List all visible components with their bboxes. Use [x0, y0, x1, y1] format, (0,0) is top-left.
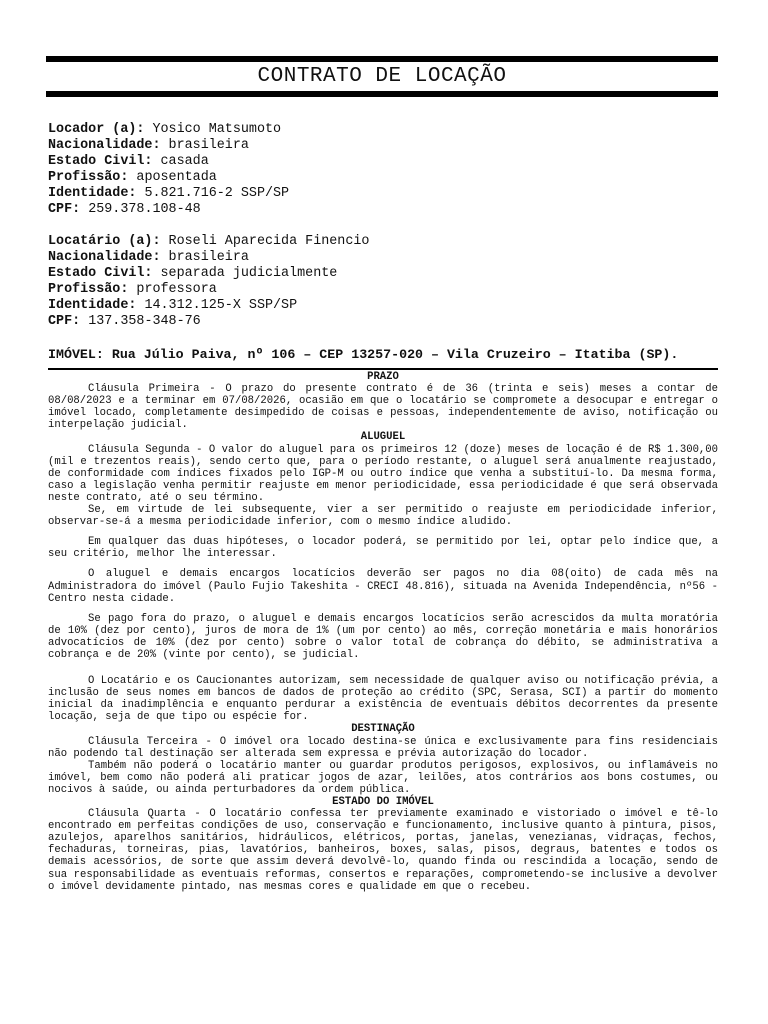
locador-row [48, 170, 708, 186]
field-label: Profissão: [48, 282, 129, 297]
locador-row [48, 202, 708, 218]
field-value: casada [160, 154, 209, 169]
locatario-row [48, 282, 708, 298]
field-value: professora [136, 282, 217, 297]
section-heading-destinacao: DESTINAÇÃO [351, 723, 415, 736]
document-title: CONTRATO DE LOCAÇÃO [257, 65, 507, 88]
section-heading-aluguel: ALUGUEL [360, 431, 406, 444]
locador-row [48, 138, 708, 154]
field-label: CPF: [48, 202, 81, 217]
locatario-row [48, 266, 708, 282]
field-value: 259.378.108-48 [88, 202, 201, 217]
section-heading-prazo: PRAZO [367, 371, 399, 383]
field-value: aposentada [136, 170, 217, 185]
clause-paragraph: Se pago fora do prazo, o aluguel e demais encargos locatícios serão acrescidos da multa moratória de 10% (dez por cento), juros de mora de 1% (um por cento) ao mês, correção monetária e mais honorários advocatícios de 10% (dez por cento) sobre o valor total de cobrança do débito, se administrativa a cobrança e de 20% (vinte por cento), se judicial. [48, 612, 718, 661]
field-label: Estado Civil: [48, 154, 153, 169]
clause-paragraph: O Locatário e os Caucionantes autorizam, sem necessidade de qualquer aviso ou notificação prévia, a inclusão de seus nomes em bancos de dados de proteção ao crédito (SPC, Serasa, SCI) a partir do momento inicial da inadimplência e enquanto perdurar a existência de eventuais débitos decorrentes da presente locação, seja de que tipo ou espécie for. [48, 675, 718, 724]
section-heading-estado: ESTADO DO IMÓVEL [332, 796, 434, 808]
field-value: Yosico Matsumoto [152, 122, 282, 137]
locador-row [48, 154, 708, 170]
clause-paragraph: Cláusula Quarta - O locatário confessa ter previamente examinado e vistoriado o imóvel e tê-lo encontrado em perfeitas condições de uso, conservação e funcionamento, inclusive quanto à pintura, pisos, azulejos, aparelhos sanitários, hidráulicos, elétricos, portas, janelas, venezianas, vidraças, fechos, fechaduras, torneiras, pias, lavatórios, banheiros, boxes, salas, pisos, degraus, batentes e todos os demais acessórios, de sorte que assim deverá devolvê-lo, quando finda ou rescindida a locação, sendo de sua responsabilidade as eventuais reformas, consertos e reparações, comprometendo-se inclusive a devolver o imóvel devidamente pintado, nas mesmas cores e qualidade em que o recebeu. [48, 808, 718, 893]
field-value: 5.821.716-2 SSP/SP [144, 186, 290, 201]
contract-body [48, 371, 718, 893]
field-value: brasileira [168, 250, 249, 265]
field-label: Identidade: [48, 298, 137, 313]
field-label: Nacionalidade: [48, 138, 161, 153]
locatario-row [48, 234, 708, 250]
field-label: CPF: [48, 314, 81, 329]
clause-paragraph: Cláusula Segunda - O valor do aluguel para os primeiros 12 (doze) meses de locação é de R$ 1.300,00 (mil e trezentos reais), sendo certo que, para o período restante, o aluguel será anualmente reajustado, de conformidade com índices fixados pelo IGP-M ou outro índice que venha a substituí-lo. Da mesma forma, caso a legislação venha permitir reajuste em menor periodicidade, essa periodicidade é que será observada neste contrato, até o seu término. [48, 443, 718, 504]
field-label: Locador (a): [48, 122, 145, 137]
clause-paragraph: Em qualquer das duas hipóteses, o locador poderá, se permitido por lei, optar pelo índice que, a seu critério, melhor lhe interessar. [48, 536, 718, 561]
field-label: Locatário (a): [48, 234, 161, 249]
locador-block [48, 122, 708, 218]
field-value: separada judicialmente [160, 266, 338, 281]
locatario-row [48, 250, 708, 266]
property-address: IMÓVEL: Rua Júlio Paiva, nº 106 – CEP 13257-020 – Vila Cruzeiro – Itatiba (SP). [48, 347, 679, 362]
field-label: Nacionalidade: [48, 250, 161, 265]
locatario-row [48, 298, 708, 314]
locatario-block [48, 234, 708, 330]
field-value: 137.358-348-76 [88, 314, 201, 329]
locador-row [48, 122, 708, 138]
clause-paragraph: Cláusula Terceira - O imóvel ora locado destina-se única e exclusivamente para fins residenciais não podendo tal destinação ser alterada sem expressa e prévia autorização do locador. [48, 735, 718, 760]
field-value: 14.312.125-X SSP/SP [144, 298, 298, 313]
locatario-row [48, 314, 708, 330]
clause-paragraph: Cláusula Primeira - O prazo do presente contrato é de 36 (trinta e seis) meses a contar de 08/08/2023 e a terminar em 07/08/2026, ocasião em que o locatário se compromete a desocupar e entregar o imóvel locado, completamente desimpedido de coisas e pessoas, independentemente de aviso, notificação ou interpelação judicial. [48, 383, 718, 432]
section-separator [48, 368, 718, 370]
field-label: Estado Civil: [48, 266, 153, 281]
title-bottom-rule [46, 91, 718, 97]
clause-paragraph: O aluguel e demais encargos locatícios deverão ser pagos no dia 08(oito) de cada mês na Administradora do imóvel (Paulo Fujio Takeshita - CRECI 48.816), situada na Avenida Independência, nº56 - Centro nesta cidade. [48, 568, 718, 605]
locador-row [48, 186, 708, 202]
field-value: Roseli Aparecida Finencio [168, 234, 370, 249]
clause-paragraph: Também não poderá o locatário manter ou guardar produtos perigosos, explosivos, ou inflamáveis no imóvel, bem como não poderá ali praticar jogos de azar, leilões, atos contrários aos bons costumes, ou nocivos à saúde, ou ainda perturbadores da ordem pública. [48, 759, 718, 796]
field-label: Profissão: [48, 170, 129, 185]
clause-paragraph: Se, em virtude de lei subsequente, vier a ser permitido o reajuste em periodicidade inferior, observar-se-á a mesma periodicidade inferior, com o mesmo índice aludido. [48, 504, 718, 529]
field-value: brasileira [168, 138, 249, 153]
field-label: Identidade: [48, 186, 137, 201]
